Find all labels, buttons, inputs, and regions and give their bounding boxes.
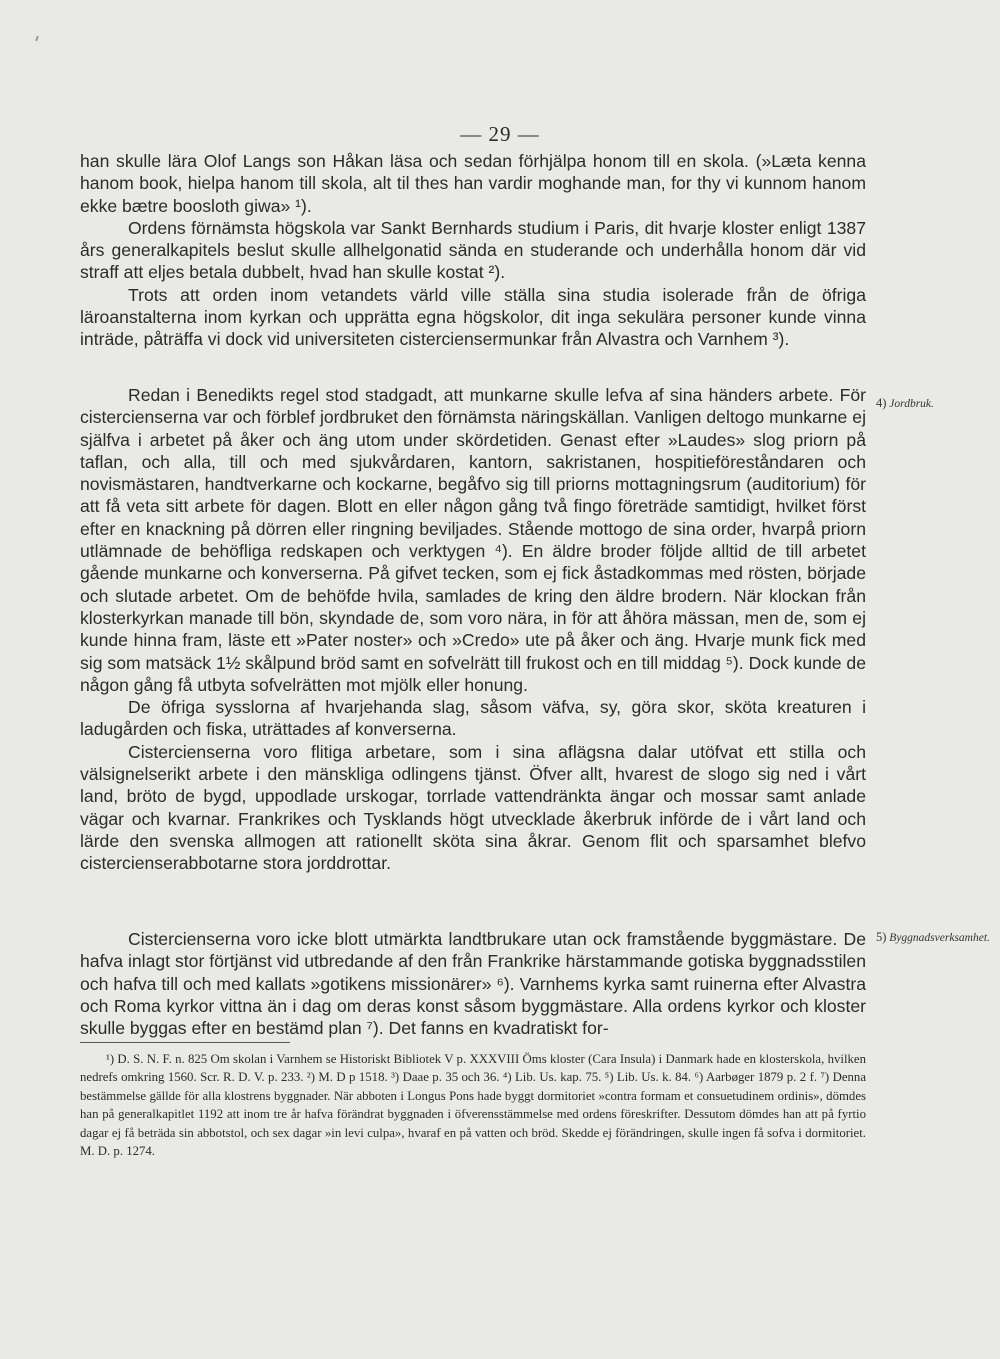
- paragraph: De öfriga sysslorna af hvarjehanda slag, såsom väfva, sy, göra skor, sköta kreaturen i ladugården och fiska, uträttades af konverserna.: [80, 697, 866, 740]
- footnotes: [80, 1050, 866, 1160]
- margin-note-text: Byggnadsverksamhet.: [889, 932, 990, 944]
- margin-note-number: 5): [876, 930, 887, 944]
- margin-note-text: Jordbruk.: [889, 398, 934, 410]
- text-block-building: [80, 928, 866, 1039]
- paragraph: Redan i Benedikts regel stod stadgadt, att munkarne skulle lefva af sina händers arbete. För cistercienserna var och förblef jordbruket den förnämsta näringskällan. Vanligen deltogo munkarne ej själfva i arbetet på åker och äng utom under skördetiden. Genast efter »Laudes» slog priorn på taflan, och alla, till och med sjukvårdaren, kantorn, sakristanen, hospitieföreståndaren och novismästaren, handtverkarne och kockarne, begåfvo sig till priorns mottagningsrum (auditorium) för att få veta sitt arbete för dagen. Blott en eller någon gång två fingo företräde samtidigt, hvilket först efter en knackning på dörren eller ringning beviljades. Stående mottogo de sina order, hvarpå priorn utlämnade de behöfliga redskapen och verktygen ⁴). En äldre broder följde alltid de till arbetet gående munkarne och konverserna. På gifvet tecken, som ej fick åstadkommas med rösten, började och slutade arbetet. Om de behöfde hvila, samlades de kring den äldre brodern. När klockan från klosterkyrkan manade till bön, skyndade de, som voro nära, in för att åhöra mässan, men de, som ej kunde hinna fram, läste ett »Pater noster» och »Credo» ute på åker och äng. Hvarje munk fick med sig som matsäck 1½ skålpund bröd samt en sofvelrätt till frukost och en till middag ⁵). Dock kunde de någon gång få utbyta sofvelrätten mot mjölk eller honung.: [80, 385, 866, 695]
- page-speck: [35, 36, 39, 41]
- margin-note-number: 4): [876, 396, 887, 410]
- paragraph: Trots att orden inom vetandets värld ville ställa sina studia isolerade från de öfriga läroanstalterna inom kyrkan och upprätta egna högskolor, dit inga sekulära personer kunde vinna inträde, påträffa vi dock vid universiteten cisterciensermunkar från Alvastra och Varnhem ³).: [80, 284, 866, 350]
- text-block-agriculture: [80, 384, 866, 875]
- paragraph: han skulle lära Olof Langs son Håkan läsa och sedan förhjälpa honom till en skola. (»Læta kenna hanom book, hielpa hanom till skola, alt til thes han vardir moghande man, for thy vi kunnom hanom ekke bætre boosloth giwa» ¹).: [80, 151, 866, 216]
- margin-note-building: [876, 931, 1000, 945]
- page-number: — 29 —: [460, 122, 540, 146]
- footnote-divider: [80, 1042, 290, 1043]
- text-block-intro: [80, 150, 866, 351]
- paragraph: Cistercienserna voro icke blott utmärkta landtbrukare utan ock framstående byggmästare. De hafva inlagt stor förtjänst vid utbredande af den från Frankrike härstammande gotiska byggnadsstilen och hafva till och med kallats »gotikens missionärer» ⁶). Varnhems kyrka samt ruinerna efter Alvastra och Roma kyrkor vittna än i dag om deras konst såsom byggmästare. Alla ordens kyrkor och kloster skulle byggas efter en bestämd plan ⁷). Det fanns en kvadratiskt for-: [80, 929, 866, 1039]
- paragraph: Ordens förnämsta högskola var Sankt Bernhards studium i Paris, dit hvarje kloster enligt 1387 års generalkapitels beslut skulle allhelgonatid sända en studerande och underhålla honom där vid straff att eljes betala dubbelt, hvad han skulle kostat ²).: [80, 217, 866, 283]
- paragraph: Cistercienserna voro flitiga arbetare, som i sina aflägsna dalar utöfvat ett stilla och välsignelserikt arbete i den mänskliga odlingens tjänst. Öfver allt, hvarest de slogo sig ned i vårt land, bröto de bygd, uppodlade urskogar, torrlade vattendränkta ängar och mossar samt anlade vägar och kvarnar. Frankrikes och Tysklands högt utvecklade åkerbruk införde de i vårt land och lärde den svenska allmogen att rationellt sköta sina åkrar. Genom flit och sparsamhet blefvo cistercienserabbotarne stora jorddrottar.: [80, 741, 866, 874]
- margin-note-agriculture: [876, 397, 1000, 411]
- footnote-text: ¹) D. S. N. F. n. 825 Om skolan i Varnhem se Historiskt Bibliotek V p. XXXVIII Öms kloster (Cara Insula) i Danmark hade en klosterskola, hvilken nedrefs omkring 1560. Scr. R. D. V. p. 233. ²) M. D p 1518. ³) Daae p. 35 och 36. ⁴) Lib. Us. kap. 75. ⁵) Lib. Us. k. 84. ⁶) Aarbøger 1879 p. 2 f. ⁷) Denna bestämmelse gällde för alla klostrens byggnader. När abboten i Longus Pons hade byggt dormitoriet »contra formam et consuetudinem ordinis», dömdes han på generalkapitlet 1192 att inom tre år hafva förändrat byggnaden i öfverensstämmelse med ordens föreskrifter. Dessutom dömdes han att på fyrtio dagar ej få beträda sin abbotstol, och sex dagar »in levi culpa», hvaraf en på vatten och bröd. Skedde ej förändringen, skulle ingen få sofva i dormitoriet. M. D. p. 1274.: [80, 1052, 866, 1159]
